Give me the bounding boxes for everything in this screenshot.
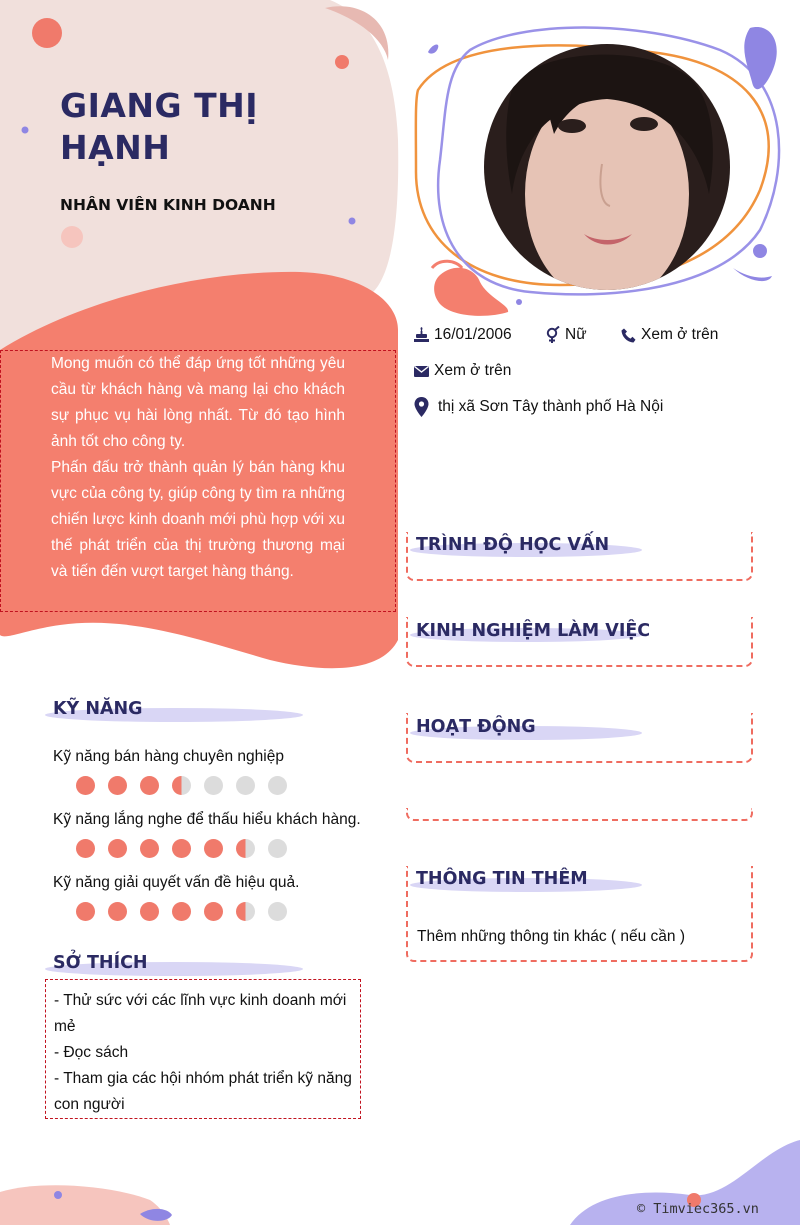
rating-dot xyxy=(76,839,95,858)
skill-item-3[interactable] xyxy=(53,874,299,921)
lavender-swirl xyxy=(733,268,772,281)
email-value: Xem ở trên xyxy=(434,362,512,379)
rating-dot xyxy=(236,776,255,795)
extra-info-text: Thêm những thông tin khác ( nếu cần ) xyxy=(417,928,686,945)
address-value: thị xã Sơn Tây thành phố Hà Nội xyxy=(438,398,664,415)
skill-name: Kỹ năng giải quyết vấn đề hiệu quả. xyxy=(53,874,300,891)
lavender-drop xyxy=(428,45,438,54)
extra-info-title: THÔNG TIN THÊM xyxy=(416,869,588,889)
hobbies-list[interactable] xyxy=(45,979,361,1119)
education-title: TRÌNH ĐỘ HỌC VẤN xyxy=(416,535,610,555)
lavender-blob-top xyxy=(744,27,776,89)
name-line-2: HẠNH xyxy=(60,128,171,167)
skill-rating xyxy=(76,902,299,921)
skill-name: Kỹ năng lắng nghe để thấu hiểu khách hàng. xyxy=(53,811,361,828)
objective-paragraph-1: Mong muốn có thể đáp ứng tốt những yêu cầu từ khách hàng và mang lại cho khách sự phục vụ hài lòng nhất. Từ đó tạo hình ảnh tốt cho công ty. xyxy=(51,355,345,450)
experience-title: KINH NGHIỆM LÀM VIỆC xyxy=(416,621,651,641)
rating-dot xyxy=(236,839,255,858)
rating-dot xyxy=(172,902,191,921)
objective-paragraph-2: Phấn đấu trở thành quản lý bán hàng khu vực của công ty, giúp công ty tìm ra những chiến lược kinh doanh mới phù hợp với xu thế phát triển của thị trường thương mại và tiến đến vượt target hàng tháng. xyxy=(51,459,345,580)
rating-dot xyxy=(204,776,223,795)
lavender-dot-3 xyxy=(753,244,767,258)
birthday-info xyxy=(414,326,512,344)
coral-dot-small xyxy=(335,55,349,69)
coral-swirl xyxy=(434,268,508,316)
profile-photo-image xyxy=(484,44,730,290)
rating-dot xyxy=(108,776,127,795)
rating-dot xyxy=(268,776,287,795)
pink-dot xyxy=(61,226,83,248)
birthday-value: 16/01/2006 xyxy=(434,326,512,343)
gender-info xyxy=(545,326,587,344)
skill-rating xyxy=(76,839,361,858)
hobby-item: - Thử sức với các lĩnh vực kinh doanh mới mẻ xyxy=(54,992,347,1035)
phone-value: Xem ở trên xyxy=(641,326,719,343)
activities-title: HOẠT ĐỘNG xyxy=(416,717,536,737)
career-objective[interactable] xyxy=(0,350,396,612)
skill-item-2[interactable] xyxy=(53,811,361,858)
lavender-dot-4 xyxy=(516,299,522,305)
gender-value: Nữ xyxy=(565,326,587,343)
lavender-dot-5 xyxy=(54,1191,62,1199)
location-pin-icon xyxy=(414,397,429,417)
lavender-dot-2 xyxy=(349,218,356,225)
rating-dot xyxy=(236,902,255,921)
birthday-cake-icon xyxy=(414,327,429,343)
rating-dot xyxy=(204,839,223,858)
email-info xyxy=(414,362,511,380)
rating-dot xyxy=(76,902,95,921)
rating-dot xyxy=(172,839,191,858)
job-title: NHÂN VIÊN KINH DOANH xyxy=(60,196,276,214)
skill-item-1[interactable] xyxy=(53,748,287,795)
empty-section[interactable] xyxy=(406,808,753,821)
rating-dot xyxy=(76,776,95,795)
skills-title: KỸ NĂNG xyxy=(53,699,143,719)
hobby-item: - Đọc sách xyxy=(54,1044,129,1061)
name-line-1: GIANG THỊ xyxy=(60,86,259,125)
rating-dot xyxy=(268,902,287,921)
profile-photo[interactable] xyxy=(484,44,730,290)
lavender-dot xyxy=(22,127,29,134)
bottom-left-blob xyxy=(0,1185,170,1225)
hobbies-title: SỞ THÍCH xyxy=(53,953,148,973)
phone-icon xyxy=(621,328,636,343)
rating-dot xyxy=(108,839,127,858)
gender-icon xyxy=(545,326,560,344)
mail-icon xyxy=(414,366,429,377)
skill-rating xyxy=(76,776,287,795)
rating-dot xyxy=(140,902,159,921)
watermark: © Timviec365.vn xyxy=(637,1201,759,1217)
rating-dot xyxy=(140,839,159,858)
coral-hook xyxy=(432,261,462,268)
rating-dot xyxy=(172,776,191,795)
hobby-item: - Tham gia các hội nhóm phát triển kỹ năng con người xyxy=(54,1070,352,1113)
rating-dot xyxy=(108,902,127,921)
candidate-name xyxy=(60,85,380,169)
skill-name: Kỹ năng bán hàng chuyên nghiệp xyxy=(53,748,284,765)
rating-dot xyxy=(140,776,159,795)
phone-info xyxy=(621,326,718,344)
coral-dot xyxy=(32,18,62,48)
rating-dot xyxy=(268,839,287,858)
rating-dot xyxy=(204,902,223,921)
address-info xyxy=(414,397,663,417)
